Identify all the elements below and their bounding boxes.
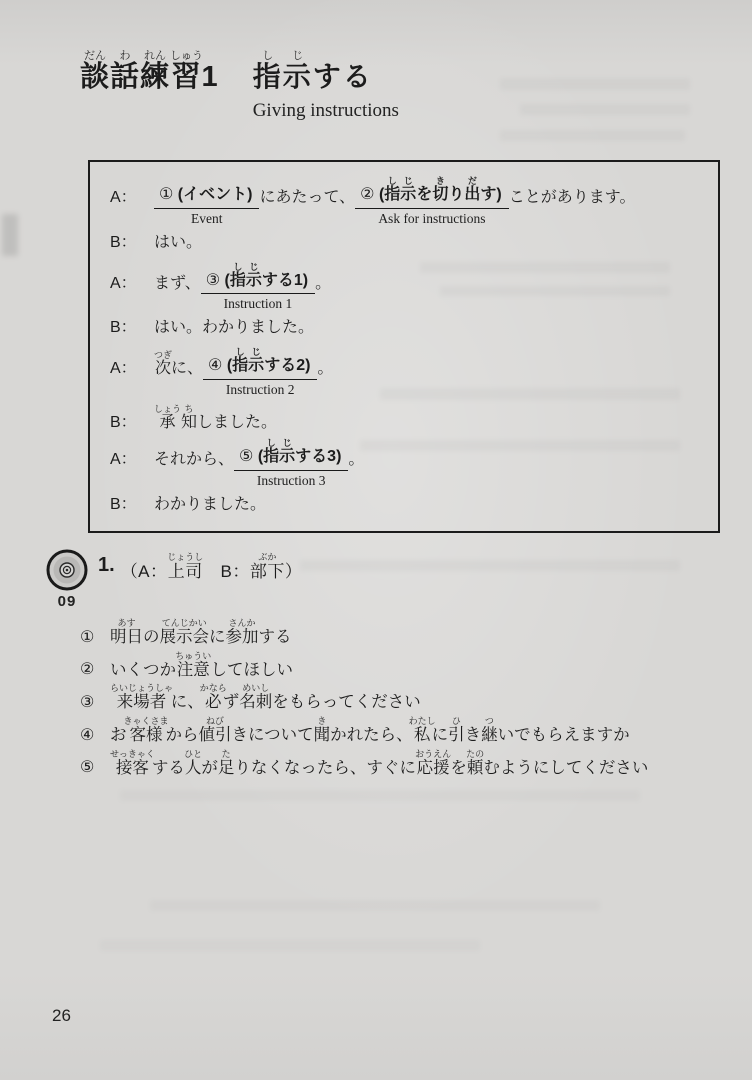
dialogue-line-b2	[110, 318, 704, 339]
blank-english-label: Instruction 3	[256, 472, 326, 488]
dialogue-text: はい。	[154, 233, 203, 251]
exercise-header	[44, 548, 716, 610]
blank-text: ① (イベント)	[154, 185, 259, 209]
blank-english-label: Instruction 2	[225, 381, 295, 397]
item-text: 来場者らいじょうしゃに、必かならず名刺めいしをもらってください	[110, 683, 421, 712]
dialogue-line-b4	[110, 495, 704, 516]
dialogue-pattern-box	[88, 160, 720, 533]
speaker-label: B：	[110, 495, 137, 513]
speaker-label: A：	[110, 274, 137, 292]
exercise-number: 1.	[98, 554, 115, 576]
exercise-section	[44, 548, 716, 781]
lesson-header	[80, 50, 399, 122]
dialogue-text: はい。わかりました。	[154, 319, 315, 337]
edge-tab-show-through	[2, 214, 18, 256]
exercise-item-list	[80, 618, 716, 778]
blank-english-label: Ask for instructions	[378, 210, 486, 226]
dialogue-text: それから、	[154, 450, 235, 468]
dialogue-line-b3	[110, 404, 704, 434]
item-number: ④	[80, 726, 95, 744]
blank-text: ② (指し示じを切きり出だす)	[355, 176, 509, 209]
item-number: ①	[80, 628, 95, 646]
exercise-item	[80, 749, 716, 779]
fill-in-blank-2	[355, 176, 509, 226]
audio-track-block	[44, 548, 90, 610]
item-number: ②	[80, 661, 95, 679]
page-subtitle-english: Giving instructions	[252, 100, 399, 121]
dialogue-text: にあたって、	[259, 189, 356, 206]
speaker-label: B：	[110, 413, 137, 431]
blank-english-label: Event	[190, 210, 223, 226]
dialogue-line-a3	[110, 347, 704, 397]
fill-in-blank-3	[201, 261, 315, 312]
item-number: ⑤	[80, 759, 95, 777]
item-text: 接客せっきゃくする人ひとが足たりなくなったら、すぐに応援おうえんを頼たのむようにしてください	[110, 748, 649, 777]
blank-english-label: Instruction 1	[223, 296, 293, 312]
dialogue-line-b1	[110, 233, 704, 254]
bleed-through-artifact	[150, 900, 600, 911]
page-title: 指し示じする	[252, 50, 373, 92]
dialogue-text: まず、	[154, 274, 201, 292]
exercise-item	[80, 618, 716, 648]
dialogue-text: 次つぎに、	[154, 350, 204, 378]
dialogue-text: 。	[315, 274, 332, 292]
item-text: いくつか注意ちゅういしてほしい	[110, 650, 293, 679]
blank-text: ③ (指し示じする1)	[201, 262, 315, 295]
dialogue-text: わかりました。	[154, 495, 267, 513]
dialogue-text: 。	[317, 360, 334, 378]
bleed-through-artifact	[100, 940, 480, 951]
dialogue-line-a1	[110, 176, 704, 226]
bleed-through-artifact	[520, 104, 690, 115]
lesson-number-label: 談だん話わ練れん習しゅう1	[80, 50, 219, 93]
bleed-through-artifact	[120, 790, 640, 801]
page-number: 26	[52, 1006, 71, 1025]
dialogue-text: ことがあります。	[508, 189, 636, 206]
item-text: 明日あすの展示会てんじかいに参加さんかする	[110, 618, 292, 646]
bleed-through-artifact	[500, 130, 685, 141]
speaker-label: A：	[110, 450, 137, 468]
speaker-label: B：	[110, 233, 137, 251]
fill-in-blank-5	[234, 437, 348, 488]
speaker-label: A：	[110, 360, 137, 378]
item-number: ③	[80, 693, 95, 711]
lesson-title-block	[253, 50, 399, 122]
dialogue-text: 承しょう知ちしました。	[154, 403, 278, 431]
dialogue-line-a2	[110, 261, 704, 312]
exercise-cast-roles: （A：上司じょうし B：部下ぶか）	[120, 552, 303, 581]
exercise-item	[80, 683, 716, 713]
blank-text: ④ (指し示じする2)	[203, 347, 317, 380]
fill-in-blank-1	[154, 185, 259, 226]
item-text: お客様きゃくさまから値引ねびきについて聞きかれたら、私わたしに引ひき継ついでもらえますか	[110, 715, 630, 744]
speaker-label: A：	[110, 189, 137, 206]
speaker-label: B：	[110, 319, 137, 337]
bleed-through-artifact	[500, 78, 690, 90]
exercise-item	[80, 651, 716, 681]
blank-text: ⑤ (指し示じする3)	[234, 438, 348, 471]
dialogue-line-a4	[110, 437, 704, 488]
audio-track-number: 09	[57, 593, 77, 610]
cd-audio-icon	[45, 548, 89, 592]
fill-in-blank-4	[203, 347, 317, 397]
dialogue-text: 。	[348, 450, 365, 468]
exercise-item	[80, 716, 716, 746]
